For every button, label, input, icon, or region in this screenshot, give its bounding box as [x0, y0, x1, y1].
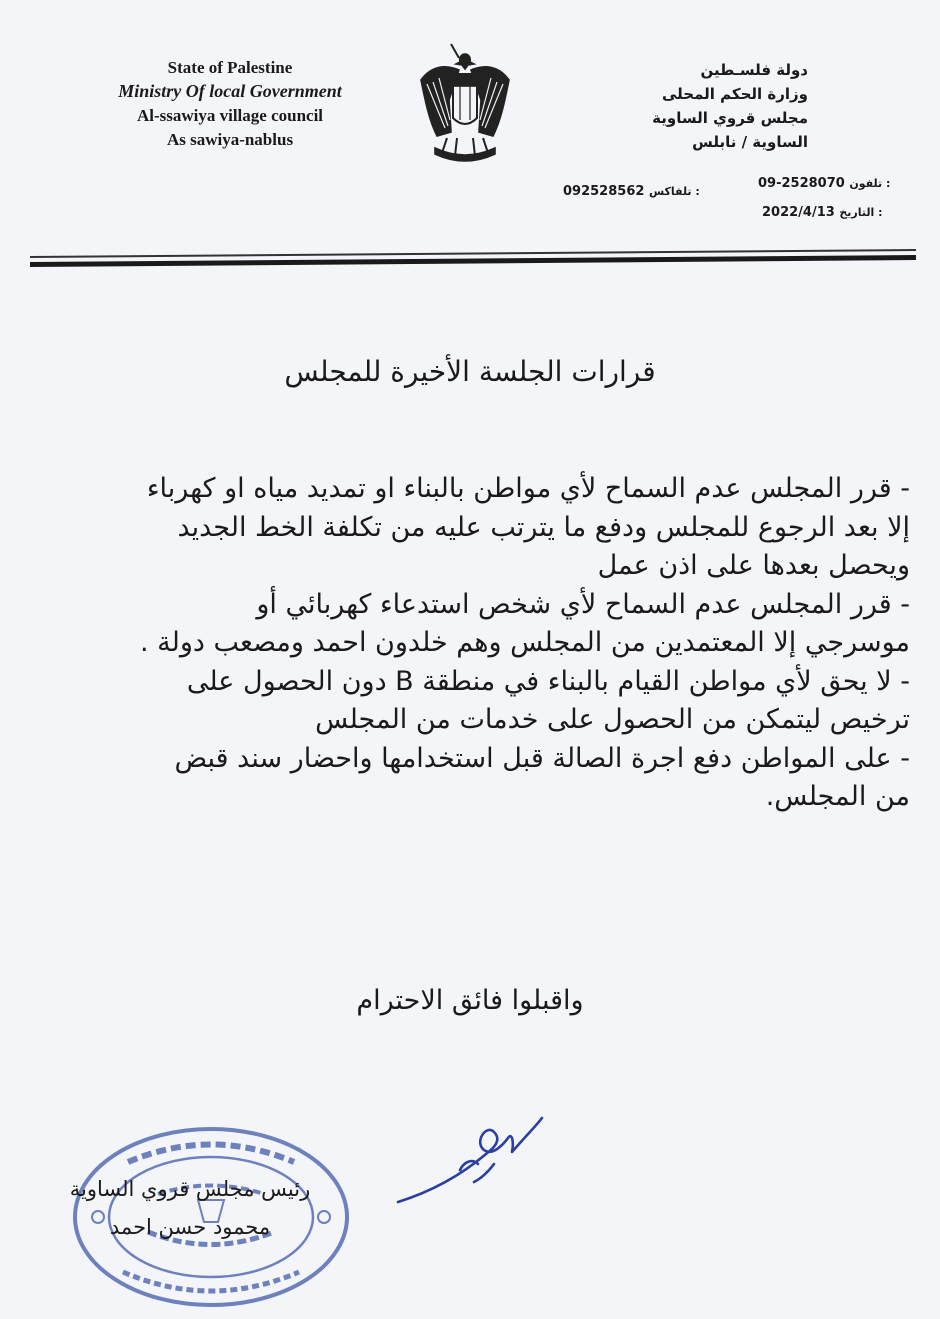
date-row	[762, 205, 883, 220]
body-line: ويحصل بعدها على اذن عمل	[597, 550, 910, 581]
body-line: - على المواطن دفع اجرة الصالة قبل استخدامها واحضار سند قبض	[174, 742, 910, 774]
phone-label: تلفون :	[849, 177, 891, 190]
letterhead-en-state: State of Palestine	[167, 58, 293, 77]
document-title: قرارات الجلسة الأخيرة للمجلس	[284, 355, 656, 388]
letterhead-ar-ministry: وزارة الحكم المحلى	[661, 85, 808, 103]
fax-label: تلفاكس :	[648, 185, 700, 198]
decisions-body	[60, 470, 910, 817]
handwritten-signature	[390, 1112, 550, 1212]
fax-number: 092528562	[563, 184, 645, 199]
body-line: من المجلس.	[765, 781, 910, 812]
body-line: - قرر المجلس عدم السماح لأي شخص استدعاء كهربائي أو	[256, 588, 910, 620]
body-line: - قرر المجلس عدم السماح لأي مواطن بالبناء او تمديد مياه او كهرباء	[146, 473, 910, 504]
palestine-eagle-emblem-icon	[415, 40, 515, 162]
letterhead-ar-state: دولة فلسـطين	[700, 61, 808, 79]
letterhead-english	[60, 56, 400, 152]
body-line: موسرجي إلا المعتمدين من المجلس وهم خلدون احمد ومصعب دولة .	[139, 627, 910, 658]
letterhead-ar-council: مجلس قروي الساوية	[652, 109, 808, 127]
body-line: إلا بعد الرجوع للمجلس ودفع ما يترتب عليه من تكلفة الخط الجديد	[177, 511, 910, 543]
letter-date: 2022/4/13	[762, 205, 835, 220]
signer-title: رئيس مجلس قروي الساوية	[69, 1177, 311, 1201]
body-line: - لا يحق لأي مواطن القيام بالبناء في منطقة B دون الحصول على	[186, 665, 910, 697]
letterhead-en-location: As sawiya-nablus	[166, 130, 294, 149]
date-label: التاريخ :	[839, 206, 883, 219]
phone-number: 09-2528070	[758, 176, 845, 191]
letterhead-en-council: Al-ssawiya village council	[136, 106, 324, 125]
phone-row	[758, 176, 890, 191]
closing-salutation: واقبلوا فائق الاحترام	[356, 985, 584, 1016]
signer-name: محمود حسن احمد	[109, 1215, 271, 1239]
letterhead-arabic	[578, 58, 808, 154]
body-line: ترخيص ليتمكن من الحصول على خدمات من المجلس	[315, 704, 910, 735]
letterhead-ar-location: الساوية / نابلس	[692, 133, 808, 151]
fax-row	[563, 184, 700, 199]
letterhead-en-ministry: Ministry Of local Government	[118, 81, 342, 101]
signer-block	[40, 1170, 340, 1246]
